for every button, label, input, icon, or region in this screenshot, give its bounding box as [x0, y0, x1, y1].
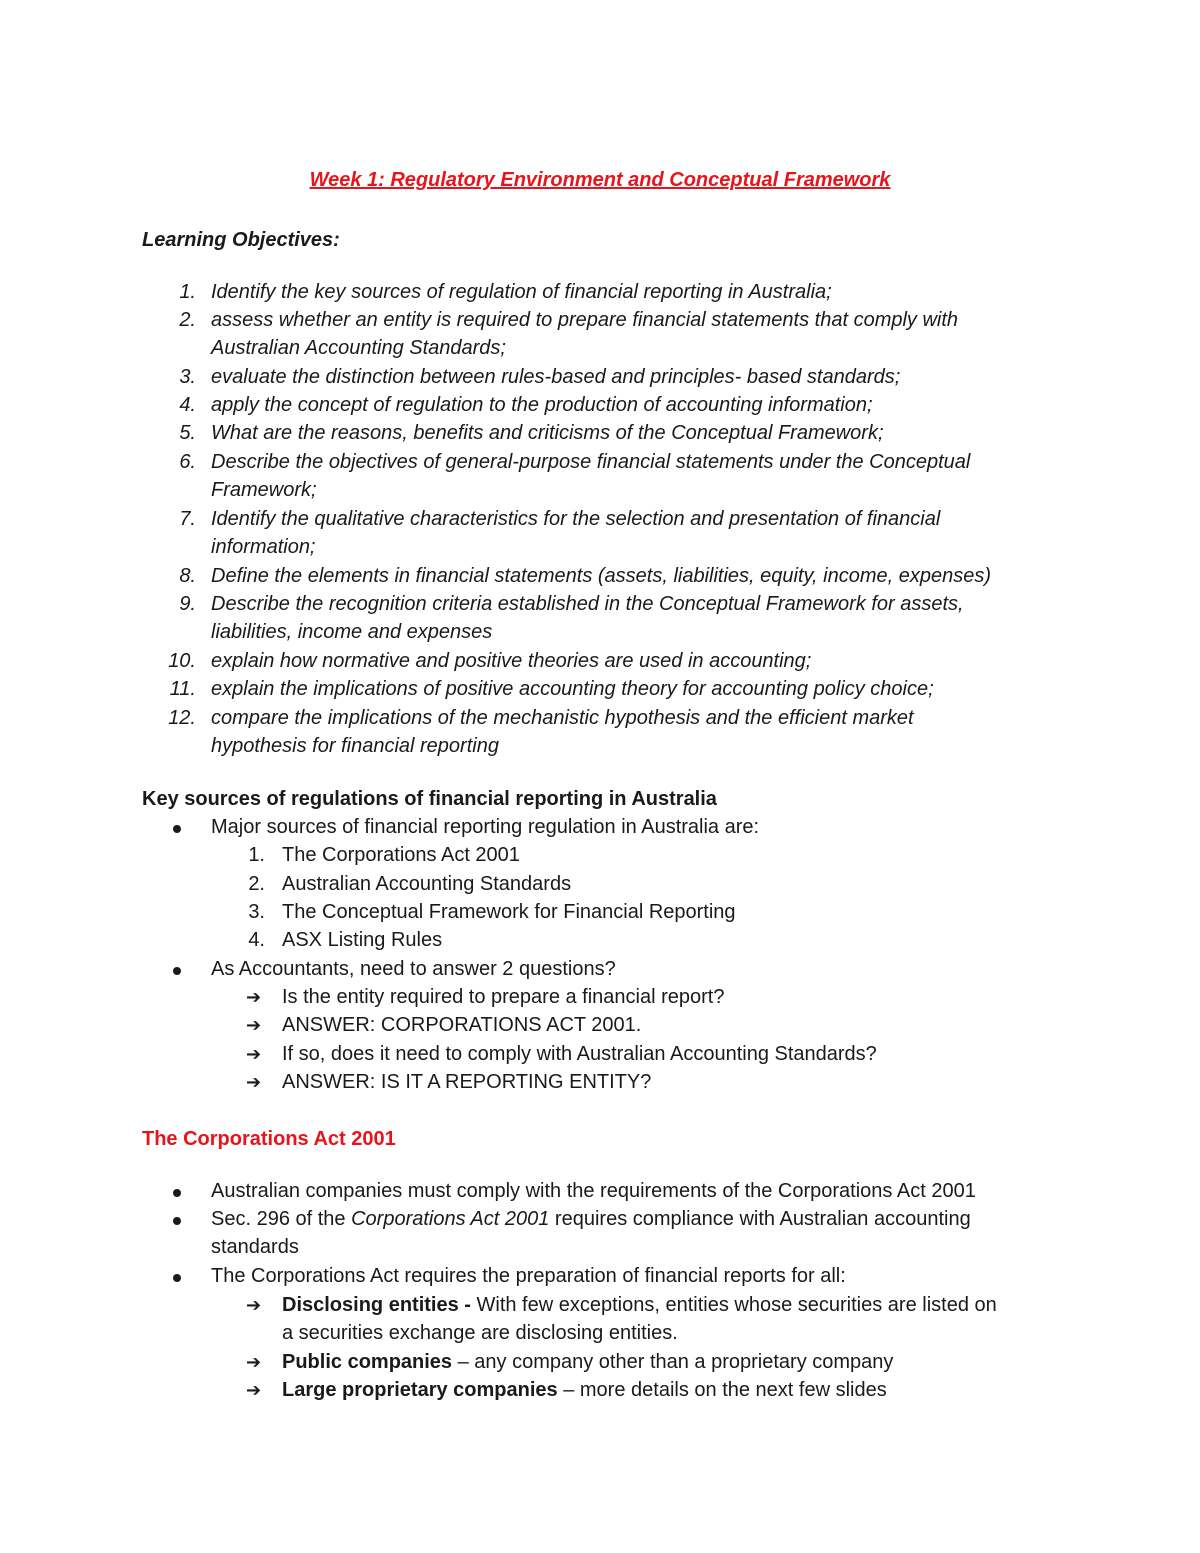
list-item: assess whether an entity is required to prepare financial statements that comply with: [211, 309, 959, 331]
bullet-text: The Corporations Act requires the preparation of financial reports for all:: [211, 1265, 846, 1287]
list-number: 2.: [179, 309, 196, 331]
list-number: 8.: [179, 565, 196, 587]
list-item-continued: liabilities, income and expenses: [211, 621, 493, 643]
list-item: evaluate the distinction between rules-based and principles- based standards;: [211, 366, 901, 388]
list-number: 7.: [179, 508, 196, 530]
source-number: 4.: [248, 929, 265, 951]
question-item: If so, does it need to comply with Australian Accounting Standards?: [282, 1043, 877, 1065]
bullet-text-continued: standards: [211, 1236, 299, 1258]
bullet-icon: [173, 1217, 181, 1225]
arrow-right-icon: ➔: [246, 1015, 262, 1035]
list-item-continued: hypothesis for financial reporting: [211, 735, 499, 757]
entity-item: Large proprietary companies – more details on the next few slides: [282, 1379, 887, 1401]
list-item-continued: Framework;: [211, 479, 317, 501]
list-number: 10.: [168, 650, 196, 672]
source-number: 2.: [248, 873, 265, 895]
list-item: Define the elements in financial statements (assets, liabilities, equity, income, expenses): [211, 565, 992, 587]
list-item: What are the reasons, benefits and criticisms of the Conceptual Framework;: [211, 422, 884, 444]
bullet-icon: [173, 1189, 181, 1197]
list-number: 11.: [169, 678, 196, 700]
question-item: ANSWER: IS IT A REPORTING ENTITY?: [282, 1071, 652, 1093]
list-number: 1.: [179, 281, 196, 303]
bullet-icon: [173, 967, 181, 975]
arrow-right-icon: ➔: [246, 987, 262, 1007]
bullet-text: Sec. 296 of the Corporations Act 2001 requires compliance with Australian accounting: [211, 1208, 971, 1230]
entity-item-continued: a securities exchange are disclosing entities.: [282, 1322, 678, 1344]
list-number: 12.: [168, 707, 196, 729]
list-item: Identify the key sources of regulation of financial reporting in Australia;: [211, 281, 832, 303]
source-item: The Corporations Act 2001: [282, 844, 520, 866]
list-item: Describe the objectives of general-purpose financial statements under the Conceptual: [211, 451, 971, 473]
arrow-right-icon: ➔: [246, 1072, 262, 1092]
bullet-text: Australian companies must comply with the requirements of the Corporations Act 2001: [211, 1180, 976, 1202]
source-number: 3.: [248, 901, 265, 923]
question-item: Is the entity required to prepare a financial report?: [282, 986, 725, 1008]
source-item: ASX Listing Rules: [282, 929, 443, 951]
list-item: Identify the qualitative characteristics for the selection and presentation of financial: [211, 508, 941, 530]
question-item: ANSWER: CORPORATIONS ACT 2001.: [282, 1014, 642, 1036]
arrow-right-icon: ➔: [246, 1295, 262, 1315]
source-number: 1.: [248, 844, 265, 866]
arrow-right-icon: ➔: [246, 1044, 262, 1064]
page-title: Week 1: Regulatory Environment and Conceptual Framework: [309, 169, 891, 191]
list-number: 3.: [179, 366, 196, 388]
source-item: Australian Accounting Standards: [282, 873, 572, 895]
list-number: 4.: [179, 394, 196, 416]
key-sources-heading: Key sources of regulations of financial reporting in Australia: [142, 788, 717, 810]
entity-item: Public companies – any company other than a proprietary company: [282, 1351, 894, 1373]
list-item-continued: Australian Accounting Standards;: [211, 337, 506, 359]
bullet-text: Major sources of financial reporting regulation in Australia are:: [211, 816, 760, 838]
list-item-continued: information;: [211, 536, 316, 558]
bullet-icon: [173, 1274, 181, 1282]
list-item: explain the implications of positive accounting theory for accounting policy choice;: [211, 678, 934, 700]
learning-objectives-heading: Learning Objectives:: [142, 229, 340, 251]
list-item: apply the concept of regulation to the production of accounting information;: [211, 394, 873, 416]
list-item: Describe the recognition criteria established in the Conceptual Framework for assets,: [211, 593, 964, 615]
bullet-text: As Accountants, need to answer 2 questions?: [211, 958, 616, 980]
list-item: explain how normative and positive theories are used in accounting;: [211, 650, 812, 672]
entity-item: Disclosing entities - With few exceptions, entities whose securities are listed on: [282, 1294, 997, 1316]
bullet-icon: [173, 825, 181, 833]
corporations-act-heading: The Corporations Act 2001: [142, 1128, 396, 1150]
list-number: 5.: [179, 422, 196, 444]
arrow-right-icon: ➔: [246, 1352, 262, 1372]
list-item: compare the implications of the mechanistic hypothesis and the efficient market: [211, 707, 914, 729]
arrow-right-icon: ➔: [246, 1380, 262, 1400]
list-number: 9.: [179, 593, 196, 615]
list-number: 6.: [179, 451, 196, 473]
source-item: The Conceptual Framework for Financial Reporting: [282, 901, 736, 923]
